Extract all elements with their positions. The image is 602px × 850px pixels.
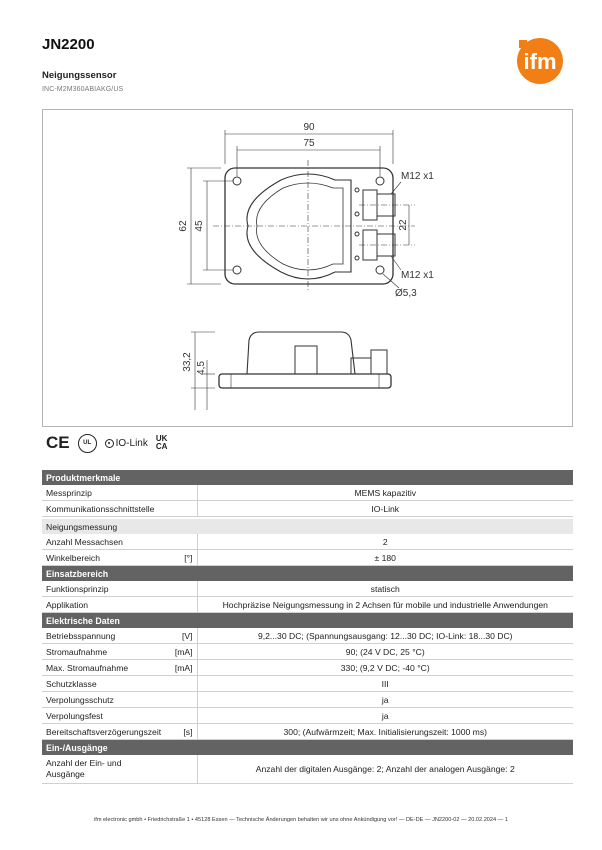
- table-row: [42, 581, 573, 597]
- row-value: MEMS kapazitiv: [197, 485, 573, 501]
- row-label: [42, 628, 197, 644]
- certification-marks: [46, 432, 174, 454]
- unit-text: [mA]: [174, 646, 193, 657]
- product-title: JN2200: [42, 36, 95, 53]
- dim-width-total: 90: [303, 122, 315, 133]
- io-link-label: IO-Link: [115, 437, 148, 449]
- io-link-mark: [105, 438, 148, 449]
- label-connector-top: M12 x1: [401, 171, 434, 182]
- row-label: Messprinzip: [42, 485, 197, 501]
- label-text: Bereitschaftsverzögerungszeit: [46, 726, 162, 737]
- table-row: [42, 597, 573, 613]
- subsection-neigungsmessung: [42, 519, 573, 534]
- label-line-2: Ausgänge: [46, 769, 85, 779]
- ukca-mark-icon: [156, 435, 174, 451]
- table-row: [42, 692, 573, 708]
- table-row: [42, 534, 573, 550]
- label-line-1: Anzahl der Ein- und: [46, 758, 122, 768]
- page-footer: [0, 817, 602, 823]
- footer-text: ifm electronic gmbh • Friedrichstraße 1 • 45128 Essen — Technische Änderungen behalten wir uns ohne Ankündigung vor! — DE-DE — JN2200-02 — 20.02.2024 —: [94, 817, 505, 823]
- row-value: IO-Link: [197, 501, 573, 517]
- row-label: Applikation: [42, 597, 197, 613]
- row-value: 2: [197, 534, 573, 550]
- row-label: [42, 550, 197, 566]
- row-label: Kommunikationsschnittstelle: [42, 501, 197, 517]
- table-row: [42, 708, 573, 724]
- table-row: [42, 724, 573, 740]
- unit-text: [V]: [181, 630, 193, 641]
- row-value: ja: [197, 708, 573, 724]
- row-label: [42, 724, 197, 740]
- table-row: [42, 676, 573, 692]
- section-title: Ein-/Ausgänge: [42, 740, 573, 756]
- dim-connector-pitch: 22: [398, 219, 409, 231]
- specification-table: [42, 470, 573, 784]
- label-text: Max. Stromaufnahme: [46, 662, 129, 673]
- table-row: [42, 501, 573, 517]
- dim-height-inner: 45: [194, 220, 205, 232]
- unit-text: [°]: [184, 552, 193, 563]
- table-row: [42, 755, 573, 784]
- ukca-top: UK: [155, 434, 168, 443]
- logo-text: ifm: [523, 49, 557, 74]
- label-text: Stromaufnahme: [46, 646, 108, 657]
- table-row: [42, 660, 573, 676]
- section-title: Produktmerkmale: [42, 470, 573, 485]
- label-text: Betriebsspannung: [46, 630, 116, 641]
- row-value: 9,2...30 DC; (Spannungsausgang: 12...30 DC; IO-Link: 18...30 DC): [197, 628, 573, 644]
- page-number: 1: [504, 817, 508, 823]
- label-hole-diameter: Ø5,3: [395, 288, 417, 299]
- table-row: [42, 628, 573, 644]
- row-value: ja: [197, 692, 573, 708]
- ul-mark-icon: UL: [78, 434, 97, 453]
- row-value: 330; (9,2 V DC; -40 °C): [197, 660, 573, 676]
- section-header-elektrische-daten: [42, 613, 573, 629]
- row-value: Hochpräzise Neigungsmessung in 2 Achsen für mobile und industrielle Anwendungen: [197, 597, 573, 613]
- io-link-icon: [105, 439, 114, 448]
- product-subtitle: Neigungssensor: [42, 70, 117, 81]
- row-value: statisch: [197, 581, 573, 597]
- table-row: [42, 550, 573, 566]
- article-code: INC-M2M360ABIAKG/US: [42, 86, 124, 93]
- section-header-einsatzbereich: [42, 566, 573, 582]
- row-value: Anzahl der digitalen Ausgänge: 2; Anzahl der analogen Ausgänge: 2: [197, 755, 573, 784]
- unit-text: [s]: [183, 726, 193, 737]
- subsection-title: Neigungsmessung: [42, 519, 573, 534]
- section-title: Einsatzbereich: [42, 566, 573, 582]
- label-connector-bottom: M12 x1: [401, 270, 434, 281]
- row-label: [42, 660, 197, 676]
- row-value: 300; (Aufwärmzeit; Max. Initialisierungszeit: 1000 ms): [197, 724, 573, 740]
- row-label: Funktionsprinzip: [42, 581, 197, 597]
- label-text: Winkelbereich: [46, 552, 100, 563]
- unit-text: [mA]: [174, 662, 193, 673]
- row-value: 90; (24 V DC, 25 °C): [197, 644, 573, 660]
- dim-side-base: 4,5: [196, 361, 207, 375]
- row-label: Verpolungsfest: [42, 708, 197, 724]
- section-title: Elektrische Daten: [42, 613, 573, 629]
- dim-width-inner: 75: [303, 138, 315, 149]
- table-row: [42, 485, 573, 501]
- section-header-produktmerkmale: [42, 470, 573, 485]
- dim-side-height: 33,2: [182, 352, 193, 372]
- section-header-ein-ausgaenge: [42, 740, 573, 756]
- row-label: [42, 755, 197, 784]
- row-label: Verpolungsschutz: [42, 692, 197, 708]
- row-label: Anzahl Messachsen: [42, 534, 197, 550]
- ifm-logo: [510, 36, 574, 86]
- ukca-bottom: CA: [155, 442, 168, 451]
- row-value: ± 180: [197, 550, 573, 566]
- row-value: III: [197, 676, 573, 692]
- dimension-drawing: [42, 109, 573, 427]
- dim-height-total: 62: [178, 220, 189, 232]
- row-label: Schutzklasse: [42, 676, 197, 692]
- row-label: [42, 644, 197, 660]
- ce-mark-icon: CE: [46, 433, 70, 452]
- table-row: [42, 644, 573, 660]
